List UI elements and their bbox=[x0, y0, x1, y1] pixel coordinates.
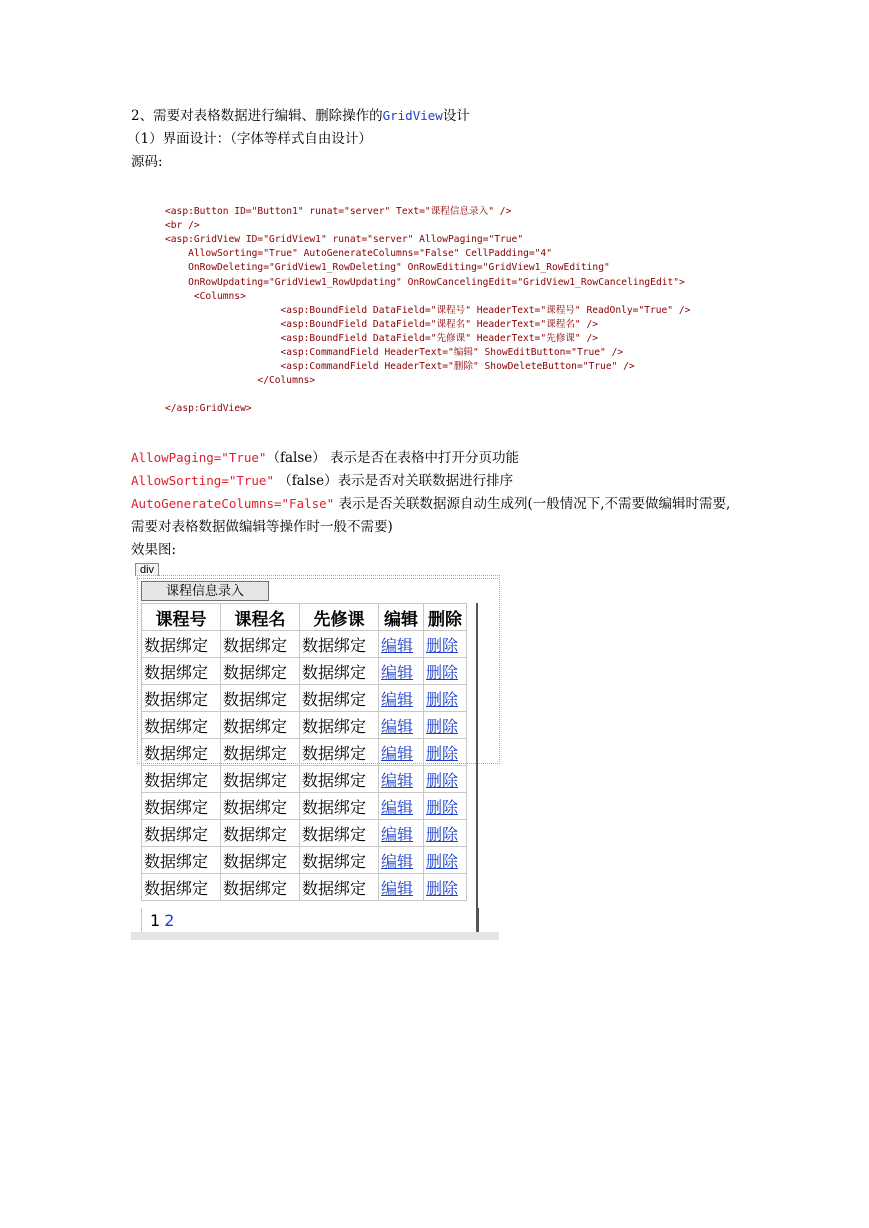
grid-cell-edit bbox=[379, 712, 424, 739]
note-text: （false） 表示是否在表格中打开分页功能 bbox=[266, 450, 520, 466]
pager-link-page[interactable]: 2 bbox=[164, 911, 175, 930]
table-row bbox=[142, 793, 467, 820]
delete-link[interactable]: 删除 bbox=[426, 824, 459, 844]
delete-link[interactable]: 删除 bbox=[426, 662, 459, 682]
code-line: <asp:CommandField HeaderText="删除" ShowDeleteButton="True" /> bbox=[165, 361, 635, 373]
grid-cell: 数据绑定 bbox=[300, 874, 379, 901]
design-view-screenshot bbox=[131, 563, 499, 940]
div-tag-label: div bbox=[135, 563, 159, 576]
code-line: <asp:BoundField DataField="课程号" HeaderText="课程号" ReadOnly="True" /> bbox=[165, 304, 691, 316]
note-allowpaging bbox=[131, 449, 519, 467]
code-line: </Columns> bbox=[165, 375, 316, 387]
grid-cell: 数据绑定 bbox=[221, 712, 300, 739]
grid-cell-delete bbox=[424, 685, 467, 712]
pager-current-page: 1 bbox=[150, 911, 161, 930]
edit-link[interactable]: 编辑 bbox=[381, 851, 414, 871]
grid-cell-edit bbox=[379, 847, 424, 874]
note-code: AutoGenerateColumns="False" bbox=[131, 496, 335, 511]
note-allowsorting bbox=[131, 472, 513, 490]
edit-link[interactable]: 编辑 bbox=[381, 662, 414, 682]
note-code: AllowPaging="True" bbox=[131, 450, 267, 465]
grid-cell: 数据绑定 bbox=[221, 847, 300, 874]
delete-link[interactable]: 删除 bbox=[426, 743, 459, 763]
code-line: <asp:CommandField HeaderText="编辑" ShowEditButton="True" /> bbox=[165, 347, 624, 358]
grid-column-header: 编辑 bbox=[379, 604, 424, 631]
subheading: （1）界面设计：（字体等样式自由设计） bbox=[127, 131, 372, 147]
edit-link[interactable]: 编辑 bbox=[381, 689, 414, 709]
code-line: <asp:BoundField DataField="先修课" HeaderText="先修课" /> bbox=[165, 332, 598, 344]
grid-cell-edit bbox=[379, 793, 424, 820]
grid-cell: 数据绑定 bbox=[221, 766, 300, 793]
edit-link[interactable]: 编辑 bbox=[381, 878, 414, 898]
table-row bbox=[142, 658, 467, 685]
code-line: <asp:Button ID="Button1" runat="server" Text="课程信息录入" /> bbox=[165, 206, 512, 217]
grid-cell: 数据绑定 bbox=[221, 820, 300, 847]
code-line: <asp:GridView ID="GridView1" runat="server" AllowPaging="True" bbox=[165, 234, 524, 246]
table-row bbox=[142, 739, 467, 766]
delete-link[interactable]: 删除 bbox=[426, 716, 459, 736]
heading-keyword: GridView bbox=[382, 108, 443, 123]
grid-column-header: 删除 bbox=[424, 604, 467, 631]
grid-cell: 数据绑定 bbox=[142, 766, 221, 793]
code-line: <Columns> bbox=[165, 290, 246, 302]
table-row bbox=[142, 847, 467, 874]
grid-cell: 数据绑定 bbox=[221, 793, 300, 820]
grid-cell-delete bbox=[424, 820, 467, 847]
grid-cell: 数据绑定 bbox=[300, 793, 379, 820]
grid-cell-delete bbox=[424, 631, 467, 658]
grid-cell-delete bbox=[424, 847, 467, 874]
delete-link[interactable]: 删除 bbox=[426, 851, 459, 871]
note-autogenerate bbox=[131, 495, 730, 513]
grid-cell: 数据绑定 bbox=[142, 631, 221, 658]
grid-cell: 数据绑定 bbox=[221, 739, 300, 766]
grid-cell-edit bbox=[379, 874, 424, 901]
table-row bbox=[142, 631, 467, 658]
code-line: AllowSorting="True" AutoGenerateColumns="False" CellPadding="4" bbox=[165, 248, 552, 260]
grid-cell: 数据绑定 bbox=[221, 631, 300, 658]
edit-link[interactable]: 编辑 bbox=[381, 797, 414, 817]
grid-cell-edit bbox=[379, 739, 424, 766]
grid-cell: 数据绑定 bbox=[300, 685, 379, 712]
grid-cell: 数据绑定 bbox=[142, 793, 221, 820]
table-row bbox=[142, 874, 467, 901]
grid-column-header: 先修课 bbox=[300, 604, 379, 631]
div-selection-line bbox=[137, 578, 498, 579]
code-line: <asp:BoundField DataField="课程名" HeaderText="课程名" /> bbox=[165, 318, 598, 330]
code-line: </asp:GridView> bbox=[165, 403, 252, 415]
edit-link[interactable]: 编辑 bbox=[381, 716, 414, 736]
grid-cell: 数据绑定 bbox=[300, 712, 379, 739]
delete-link[interactable]: 删除 bbox=[426, 770, 459, 790]
grid-cell-edit bbox=[379, 631, 424, 658]
grid-cell: 数据绑定 bbox=[142, 739, 221, 766]
grid-cell: 数据绑定 bbox=[142, 847, 221, 874]
grid-cell: 数据绑定 bbox=[142, 712, 221, 739]
note-text: 表示是否关联数据源自动生成列(一般情况下,不需要做编辑时需要, bbox=[334, 496, 731, 512]
grid-cell: 数据绑定 bbox=[221, 685, 300, 712]
table-row bbox=[142, 820, 467, 847]
grid-cell-delete bbox=[424, 658, 467, 685]
grid-cell: 数据绑定 bbox=[142, 874, 221, 901]
section-heading bbox=[131, 107, 470, 125]
grid-cell-delete bbox=[424, 712, 467, 739]
grid-cell: 数据绑定 bbox=[300, 658, 379, 685]
grid-header-row bbox=[142, 604, 467, 631]
effect-label: 效果图: bbox=[131, 542, 177, 558]
edit-link[interactable]: 编辑 bbox=[381, 635, 414, 655]
grid-cell: 数据绑定 bbox=[300, 766, 379, 793]
code-line: <br /> bbox=[165, 220, 200, 232]
grid-cell-delete bbox=[424, 793, 467, 820]
heading-prefix: 2、需要对表格数据进行编辑、删除操作的 bbox=[131, 108, 383, 124]
note-code: AllowSorting="True" bbox=[131, 473, 274, 488]
grid-column-header: 课程号 bbox=[142, 604, 221, 631]
grid-cell: 数据绑定 bbox=[300, 820, 379, 847]
grid-cell: 数据绑定 bbox=[300, 739, 379, 766]
heading-suffix: 设计 bbox=[442, 108, 470, 124]
grid-pager bbox=[141, 908, 479, 934]
note-text: （false）表示是否对关联数据进行排序 bbox=[274, 473, 514, 489]
grid-cell: 数据绑定 bbox=[142, 685, 221, 712]
grid-cell: 数据绑定 bbox=[300, 631, 379, 658]
course-entry-button[interactable]: 课程信息录入 bbox=[141, 581, 269, 601]
grid-cell-edit bbox=[379, 820, 424, 847]
grid-cell: 数据绑定 bbox=[221, 874, 300, 901]
table-row bbox=[142, 766, 467, 793]
edit-link[interactable]: 编辑 bbox=[381, 824, 414, 844]
grid-cell-edit bbox=[379, 685, 424, 712]
table-row bbox=[142, 685, 467, 712]
grid-cell: 数据绑定 bbox=[142, 658, 221, 685]
grid-column-header: 课程名 bbox=[221, 604, 300, 631]
edit-link[interactable]: 编辑 bbox=[381, 743, 414, 763]
delete-link[interactable]: 删除 bbox=[426, 635, 459, 655]
grid-cell-edit bbox=[379, 766, 424, 793]
grid-cell-edit bbox=[379, 658, 424, 685]
grid-cell: 数据绑定 bbox=[221, 658, 300, 685]
table-row bbox=[142, 712, 467, 739]
gridview-table bbox=[141, 603, 467, 901]
delete-link[interactable]: 删除 bbox=[426, 689, 459, 709]
note-text: 需要对表格数据做编辑等操作时一般不需要) bbox=[131, 519, 393, 535]
grid-cell: 数据绑定 bbox=[300, 847, 379, 874]
grid-right-edge bbox=[476, 603, 478, 934]
delete-link[interactable]: 删除 bbox=[426, 878, 459, 898]
code-line: OnRowDeleting="GridView1_RowDeleting" OnRowEditing="GridView1_RowEditing" bbox=[165, 262, 610, 274]
source-label: 源码: bbox=[131, 154, 163, 170]
note-continuation bbox=[131, 518, 393, 536]
grid-cell-delete bbox=[424, 874, 467, 901]
delete-link[interactable]: 删除 bbox=[426, 797, 459, 817]
horizontal-scrollbar[interactable] bbox=[131, 932, 499, 940]
grid-cell-delete bbox=[424, 766, 467, 793]
grid-cell: 数据绑定 bbox=[142, 820, 221, 847]
code-line: OnRowUpdating="GridView1_RowUpdating" OnRowCancelingEdit="GridView1_RowCancelingEdit"> bbox=[165, 276, 685, 288]
edit-link[interactable]: 编辑 bbox=[381, 770, 414, 790]
grid-cell-delete bbox=[424, 739, 467, 766]
